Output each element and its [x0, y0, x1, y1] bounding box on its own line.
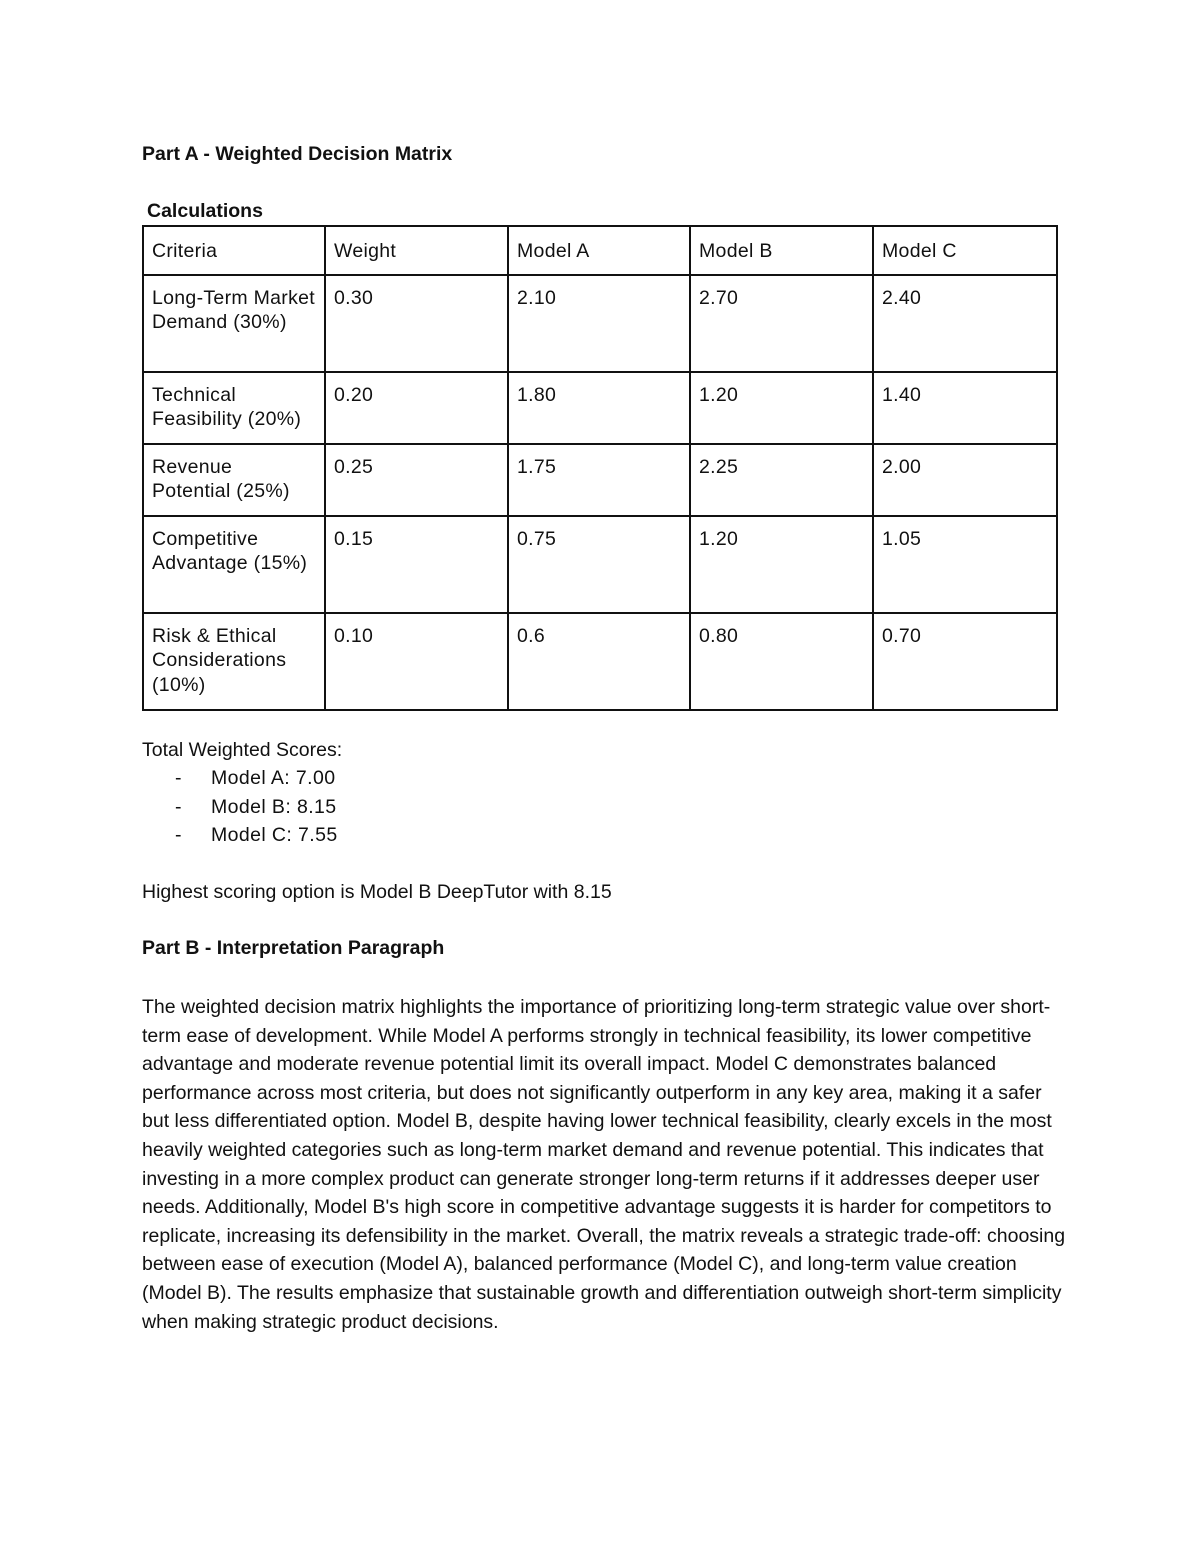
cell-model-c: 2.40 [873, 275, 1057, 372]
header-model-b: Model B [690, 226, 873, 275]
table-row [143, 444, 1057, 516]
table-row [143, 613, 1057, 710]
cell-model-b: 2.25 [690, 444, 873, 516]
calculations-heading: Calculations [147, 200, 263, 222]
interpretation-paragraph: The weighted decision matrix highlights the importance of prioritizing long-term strategic value over short-term ease of development. While Model A performs strongly in technical feasibility, its lower competitive advantage and moderate revenue potential limit its overall impact. Model C demonstrates balanced performance across most criteria, but does not significantly outperform in any key area, making it a safer but less differentiated option. Model B, despite having lower technical feasibility, clearly excels in the most heavily weighted categories such as long-term market demand and revenue potential. This indicates that investing in a more complex product can generate stronger long-term returns if it addresses deeper user needs. Additionally, Model B's high score in competitive advantage suggests it is harder for competitors to replicate, increasing its defensibility in the market. Overall, the matrix reveals a strategic trade-off: choosing between ease of execution (Model A), balanced performance (Model C), and long-term value creation (Model B). The results emphasize that sustainable growth and differentiation outweigh short-term simplicity when making strategic product decisions. [142, 996, 1066, 1333]
cell-weight: 0.15 [325, 516, 508, 613]
cell-weight: 0.30 [325, 275, 508, 372]
total-model-a: Model A: 7.00 [211, 767, 336, 789]
header-weight: Weight [325, 226, 508, 275]
totals-list [142, 764, 338, 850]
cell-model-a: 2.10 [508, 275, 690, 372]
table-row [143, 372, 1057, 444]
list-item [142, 821, 338, 850]
table-row [143, 516, 1057, 613]
part-b-title: Part B - Interpretation Paragraph [142, 937, 445, 959]
cell-model-c: 1.40 [873, 372, 1057, 444]
cell-model-a: 0.6 [508, 613, 690, 710]
cell-model-a: 0.75 [508, 516, 690, 613]
cell-model-c: 1.05 [873, 516, 1057, 613]
table-header-row [143, 226, 1057, 275]
cell-model-b: 1.20 [690, 372, 873, 444]
table-row [143, 275, 1057, 372]
cell-model-c: 0.70 [873, 613, 1057, 710]
cell-weight: 0.25 [325, 444, 508, 516]
cell-model-b: 0.80 [690, 613, 873, 710]
part-a-title: Part A - Weighted Decision Matrix [142, 143, 453, 165]
header-model-a: Model A [508, 226, 690, 275]
header-model-c: Model C [873, 226, 1057, 275]
totals-label: Total Weighted Scores: [142, 739, 343, 761]
list-dash: - [175, 767, 182, 789]
total-model-c: Model C: 7.55 [211, 824, 338, 846]
total-model-b: Model B: 8.15 [211, 795, 337, 818]
cell-model-a: 1.80 [508, 372, 690, 444]
list-dash: - [175, 824, 182, 846]
list-item [142, 764, 338, 793]
cell-weight: 0.10 [325, 613, 508, 710]
cell-criteria: Revenue Potential (25%) [143, 444, 325, 516]
cell-criteria: Long-Term Market Demand (30%) [143, 275, 325, 372]
list-dash: - [175, 795, 182, 818]
highest-score-statement: Highest scoring option is Model B DeepTutor with 8.15 [142, 881, 612, 903]
cell-model-c: 2.00 [873, 444, 1057, 516]
list-item [142, 793, 338, 822]
cell-model-a: 1.75 [508, 444, 690, 516]
header-criteria: Criteria [143, 226, 325, 275]
cell-criteria: Technical Feasibility (20%) [143, 372, 325, 444]
cell-weight: 0.20 [325, 372, 508, 444]
cell-criteria: Competitive Advantage (15%) [143, 516, 325, 613]
decision-matrix-table [142, 225, 1058, 711]
cell-criteria: Risk & Ethical Considerations (10%) [143, 613, 325, 710]
cell-model-b: 1.20 [690, 516, 873, 613]
cell-model-b: 2.70 [690, 275, 873, 372]
